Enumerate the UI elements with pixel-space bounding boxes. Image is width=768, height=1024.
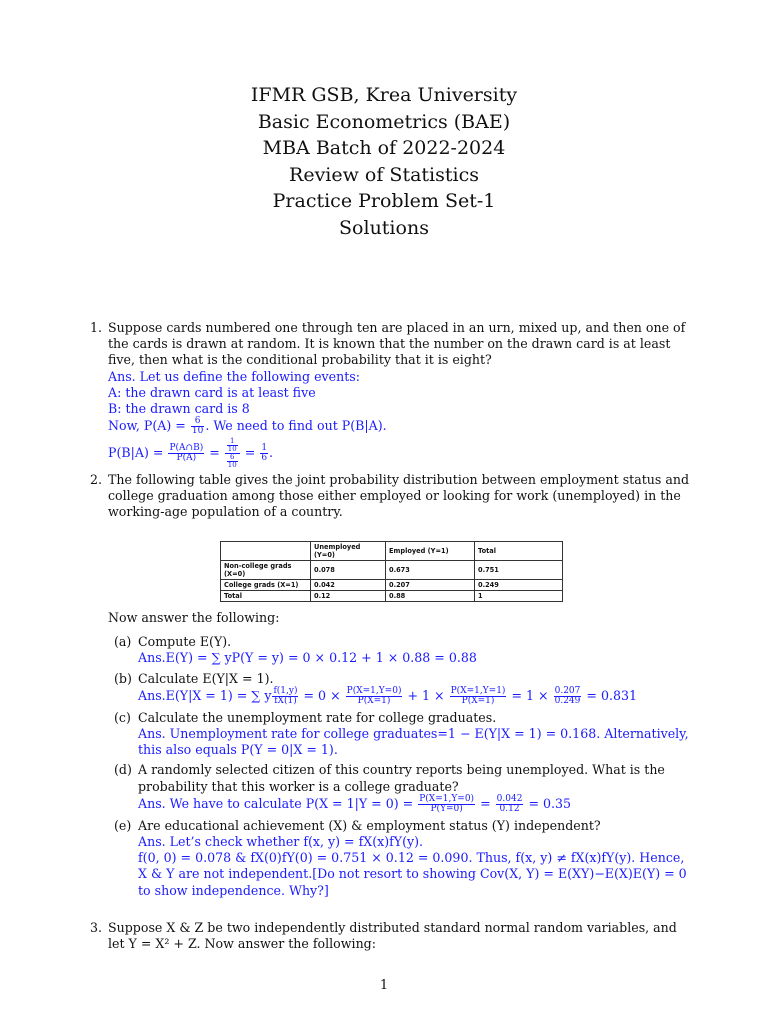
question-3	[90, 920, 696, 952]
fraction	[418, 795, 475, 814]
numerator	[225, 438, 240, 454]
table-cell: 0.249	[475, 580, 563, 591]
part-answer	[138, 795, 696, 814]
part-question: Calculate E(Y|X = 1).	[138, 670, 274, 686]
part-a	[108, 634, 696, 666]
part-e	[108, 818, 696, 899]
answer-text: + 1 ×	[407, 687, 445, 703]
nested-fraction	[225, 438, 240, 469]
table-cell: 0.042	[311, 580, 386, 591]
question-2	[90, 472, 696, 521]
table-cell: 0.207	[386, 580, 475, 591]
part-answer: f(0, 0) = 0.078 & fX(0)fY(0) = 0.751 × 0.12 = 0.090. Thus, f(x, y) ≠ fX(x)fY(y). Hence, X & Y are not independent.[Do not resort to showing Cov(X, Y) = E(XY)−E(X)E(Y) = 0 to show independence. Why?]	[138, 850, 687, 898]
denominator: P(A)	[176, 453, 197, 464]
table-cell: Non-college grads (X=0)	[221, 561, 311, 580]
equals-sign: =	[244, 445, 256, 461]
table-cell: 1	[475, 591, 563, 602]
denominator: fX(1)	[274, 695, 297, 706]
numerator: 0.207	[554, 685, 581, 696]
table-cell: 0.751	[475, 561, 563, 580]
fraction	[346, 687, 403, 706]
part-question: Compute E(Y).	[138, 634, 232, 650]
denominator: 0.249	[554, 695, 581, 706]
now-answer-text: Now answer the following:	[108, 610, 280, 625]
part-question: A randomly selected citizen of this country reports being unemployed. What is the probability that this worker is a college graduate?	[138, 762, 665, 794]
answer-text: . We need to find out P(B|A).	[205, 418, 387, 434]
title-block	[0, 82, 768, 241]
answer-text: P(B|A) =	[108, 445, 164, 461]
numerator: P(X=1,Y=1)	[450, 685, 506, 696]
part-answer	[138, 687, 696, 706]
numerator: 6	[227, 454, 238, 462]
table-row	[221, 591, 563, 602]
denominator: 10	[191, 426, 204, 437]
part-label: (e)	[114, 817, 132, 833]
numerator: 6	[191, 417, 204, 427]
joint-probability-table	[220, 541, 563, 602]
question-number: 2.	[90, 472, 103, 487]
part-answer: Ans. Let’s check whether f(x, y) = fX(x)fY(y).	[138, 834, 424, 850]
numerator: f(1,y)	[273, 685, 298, 696]
equals-sign: =	[209, 445, 220, 461]
denominator: 6	[261, 453, 268, 464]
part-question: Calculate the unemployment rate for college graduates.	[138, 709, 497, 725]
denominator: 10	[227, 445, 237, 454]
part-c	[108, 710, 696, 759]
title-line: Solutions	[339, 216, 429, 239]
part-b	[108, 671, 696, 706]
part-label: (c)	[114, 709, 131, 725]
answer-line-pba	[108, 438, 696, 469]
question-number: 3.	[90, 920, 103, 935]
part-question: Are educational achievement (X) & employment status (Y) independent?	[138, 817, 601, 833]
denominator: P(X=1)	[357, 695, 391, 706]
title-line: Basic Econometrics (BAE)	[257, 110, 511, 133]
numerator: 0.042	[496, 793, 523, 804]
denominator: P(Y=0)	[430, 803, 463, 814]
denominator: P(X=1)	[461, 695, 495, 706]
fraction	[227, 438, 238, 453]
table-cell: College grads (X=1)	[221, 580, 311, 591]
answer-text: = 1 ×	[511, 687, 549, 703]
event-b: B: the drawn card is 8	[108, 401, 250, 417]
answer-text: Now, P(A) =	[108, 418, 186, 434]
title-line: MBA Batch of 2022-2024	[262, 137, 506, 159]
page-number: 1	[379, 978, 389, 993]
title-line: IFMR GSB, Krea University	[250, 84, 518, 106]
table-cell: 0.88	[386, 591, 475, 602]
event-a: A: the drawn card is at least five	[108, 384, 316, 400]
period: .	[269, 445, 274, 461]
question-text: Suppose X & Z be two independently distributed standard normal random variables, and let Y = X² + Z. Now answer the following:	[108, 920, 677, 952]
table-header-row	[221, 542, 563, 561]
numerator: 1	[227, 438, 238, 446]
answer-text: = 0 ×	[303, 687, 341, 703]
question-2-parts	[90, 610, 696, 899]
table-row	[221, 580, 563, 591]
fraction	[168, 444, 204, 463]
part-label: (b)	[114, 670, 132, 686]
question-1	[90, 320, 696, 469]
fraction	[227, 454, 238, 469]
table-header-cell: Employed (Y=1)	[386, 542, 475, 561]
fraction	[272, 687, 298, 706]
answer-text: = 0.831	[586, 687, 637, 703]
answer-text: Ans.E(Y|X = 1) = ∑ y	[138, 687, 272, 703]
fraction	[191, 417, 204, 436]
question-text: Suppose cards numbered one through ten are placed in an urn, mixed up, and then one of the cards is drawn at random. It is known that the number on the drawn card is at least five, then what is the conditional probability that it is eight?	[108, 320, 686, 368]
table-cell: 0.673	[386, 561, 475, 580]
fraction	[496, 795, 524, 814]
answer-line-pa	[108, 417, 696, 436]
numerator: 1	[261, 443, 268, 454]
question-number: 1.	[90, 320, 103, 335]
fraction	[554, 687, 582, 706]
numerator: P(A∩B)	[169, 443, 204, 454]
denominator: 0.12	[499, 803, 520, 814]
numerator: P(X=1,Y=0)	[346, 685, 402, 696]
question-text: The following table gives the joint probability distribution between employment status and college graduation among those either employed or looking for work (unemployed) in the working-age population of a country.	[108, 472, 690, 520]
table-cell: 0.078	[311, 561, 386, 580]
part-answer: Ans. Unemployment rate for college graduates=1 − E(Y|X = 1) = 0.168. Alternatively, this also equals P(Y = 0|X = 1).	[138, 726, 689, 758]
table-row	[221, 561, 563, 580]
fraction	[450, 687, 507, 706]
part-answer: Ans.E(Y) = ∑ yP(Y = y) = 0 × 0.12 + 1 × 0.88 = 0.88	[138, 650, 477, 666]
table-header-cell: Unemployed (Y=0)	[311, 542, 386, 561]
title-line: Review of Statistics	[289, 163, 479, 186]
table-header-cell: Total	[475, 542, 563, 561]
title-line: Practice Problem Set-1	[272, 190, 496, 212]
table-cell: Total	[221, 591, 311, 602]
answer-text: Ans. We have to calculate P(X = 1|Y = 0) =	[138, 795, 414, 811]
equals-sign: =	[480, 795, 491, 811]
answer-intro: Ans. Let us define the following events:	[108, 368, 361, 384]
part-label: (a)	[114, 634, 132, 650]
table-header-cell	[221, 542, 311, 561]
table-cell: 0.12	[311, 591, 386, 602]
numerator: P(X=1,Y=0)	[419, 793, 475, 804]
fraction	[260, 444, 268, 463]
part-d	[108, 762, 696, 813]
part-label: (d)	[114, 762, 132, 778]
answer-text: = 0.35	[528, 795, 572, 811]
denominator	[225, 454, 240, 469]
denominator: 10	[227, 461, 237, 470]
